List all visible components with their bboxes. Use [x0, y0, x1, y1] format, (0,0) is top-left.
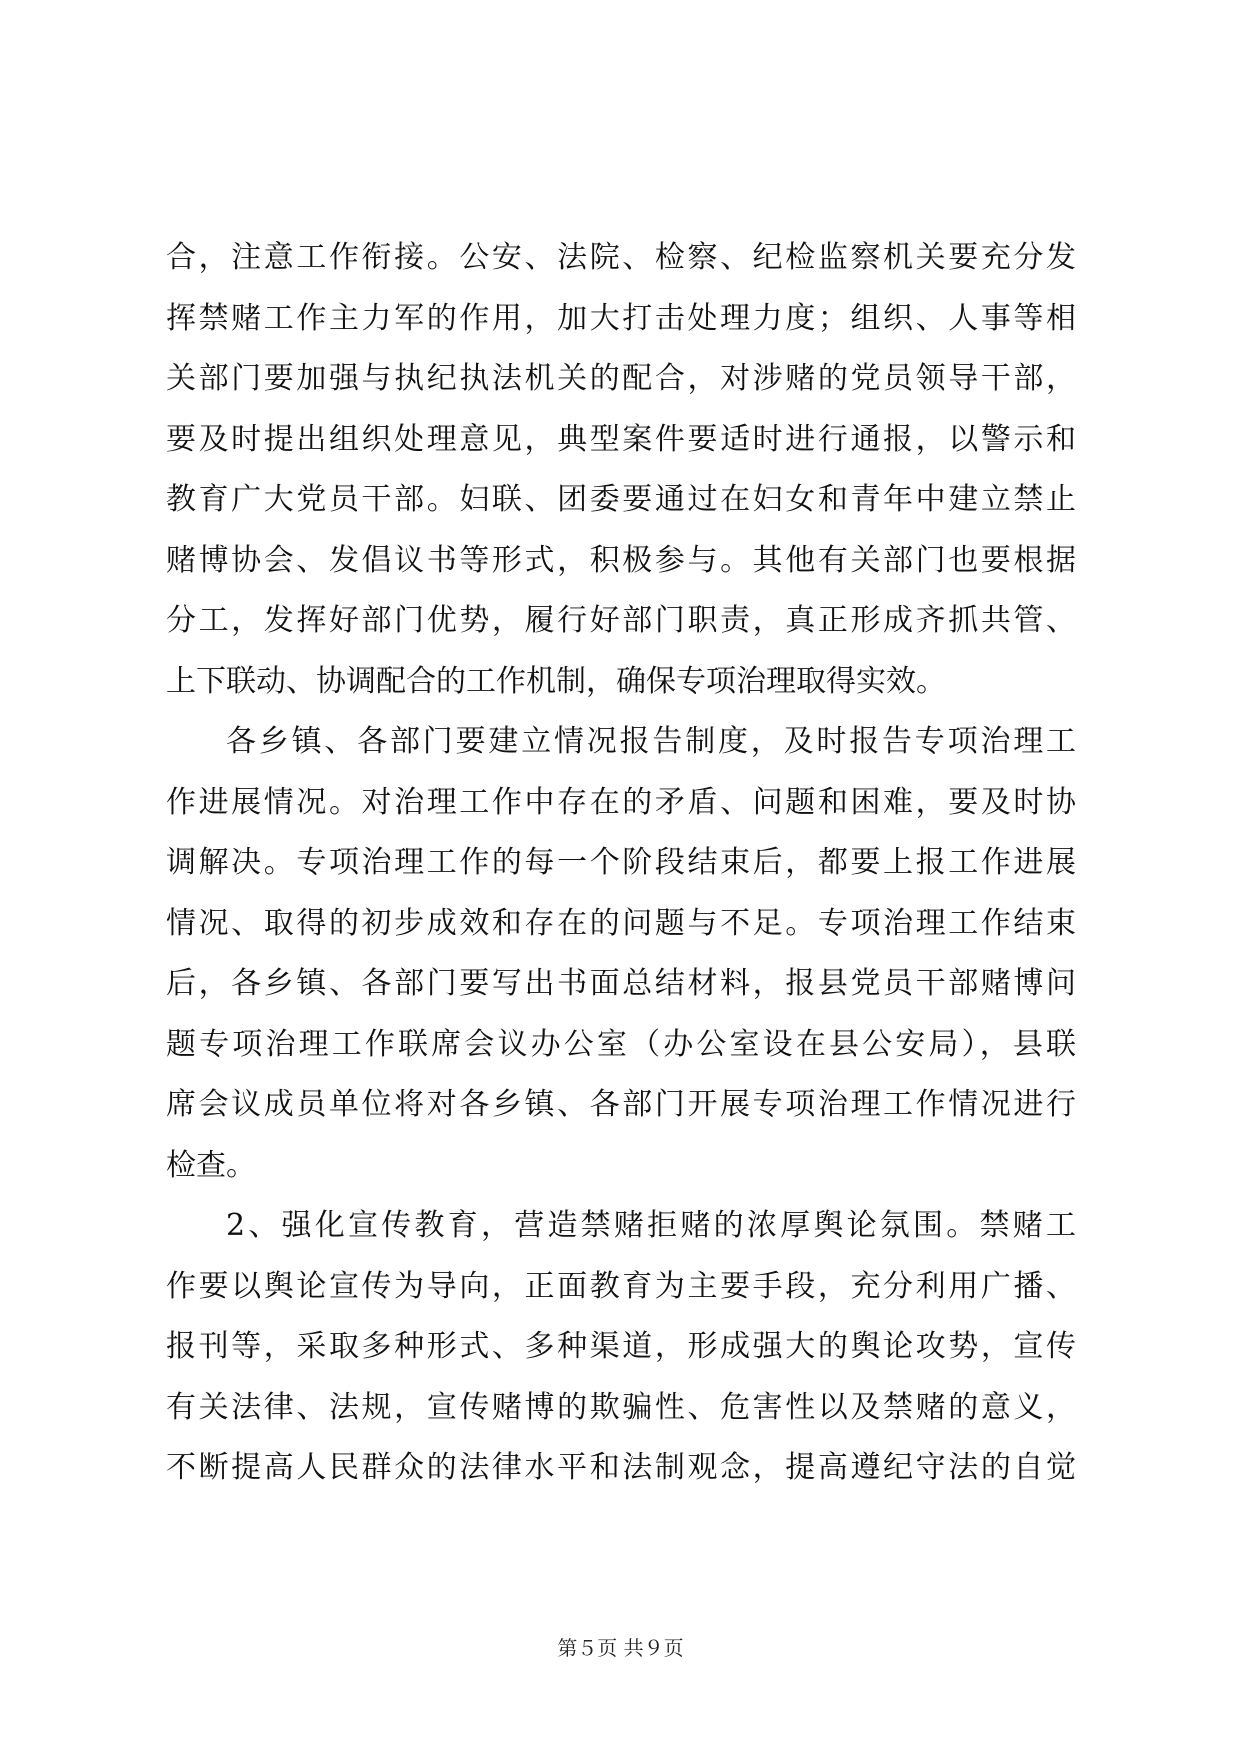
text-line: 有关法律、法规，宣传赌博的欺骗性、危害性以及禁赌的意义，: [166, 1389, 1076, 1425]
text-line: 不断提高人民群众的法律水平和法制观念，提高遵纪守法的自觉: [166, 1450, 1076, 1485]
page-footer: 第５页 共９页: [557, 1636, 684, 1660]
text-line: 作要以舆论宣传为导向，正面教育为主要手段，充分利用广播、: [166, 1268, 1076, 1304]
text-line: 合，注意工作衔接。公安、法院、检察、纪检监察机关要充分发: [166, 240, 1076, 275]
text-line: 各乡镇、各部门要建立情况报告制度，及时报告专项治理工: [226, 724, 1076, 759]
text-line: 2、强化宣传教育，营造禁赌拒赌的浓厚舆论氛围。禁赌工: [226, 1208, 1076, 1243]
text-line: 调解决。专项治理工作的每一个阶段结束后，都要上报工作进展: [166, 845, 1076, 880]
text-line: 报刊等，采取多种形式、多种渠道，形成强大的舆论攻势，宣传: [166, 1329, 1076, 1364]
text-line: 上下联动、协调配合的工作机制，确保专项治理取得实效。: [166, 663, 946, 699]
text-line: 后，各乡镇、各部门要写出书面总结材料，报县党员干部赌博问: [166, 966, 1076, 1001]
text-line: 作进展情况。对治理工作中存在的矛盾、问题和困难，要及时协: [166, 784, 1076, 820]
document-body: [166, 228, 1076, 1499]
text-line: 检查。: [166, 1147, 256, 1183]
text-line: 教育广大党员干部。妇联、团委要通过在妇女和青年中建立禁止: [166, 482, 1076, 517]
text-line: 赌博协会、发倡议书等形式，积极参与。其他有关部门也要根据: [166, 542, 1076, 578]
text-line: 挥禁赌工作主力军的作用，加大打击处理力度；组织、人事等相: [166, 300, 1076, 336]
text-line: 题专项治理工作联席会议办公室（办公室设在县公安局），县联: [166, 1026, 1076, 1062]
text-line: 关部门要加强与执纪执法机关的配合，对涉赌的党员领导干部，: [166, 361, 1076, 396]
text-line: 席会议成员单位将对各乡镇、各部门开展专项治理工作情况进行: [166, 1087, 1076, 1122]
text-line: 情况、取得的初步成效和存在的问题与不足。专项治理工作结束: [166, 905, 1076, 941]
text-line: 分工，发挥好部门优势，履行好部门职责，真正形成齐抓共管、: [166, 603, 1076, 638]
text-line: 要及时提出组织处理意见，典型案件要适时进行通报，以警示和: [166, 421, 1076, 457]
